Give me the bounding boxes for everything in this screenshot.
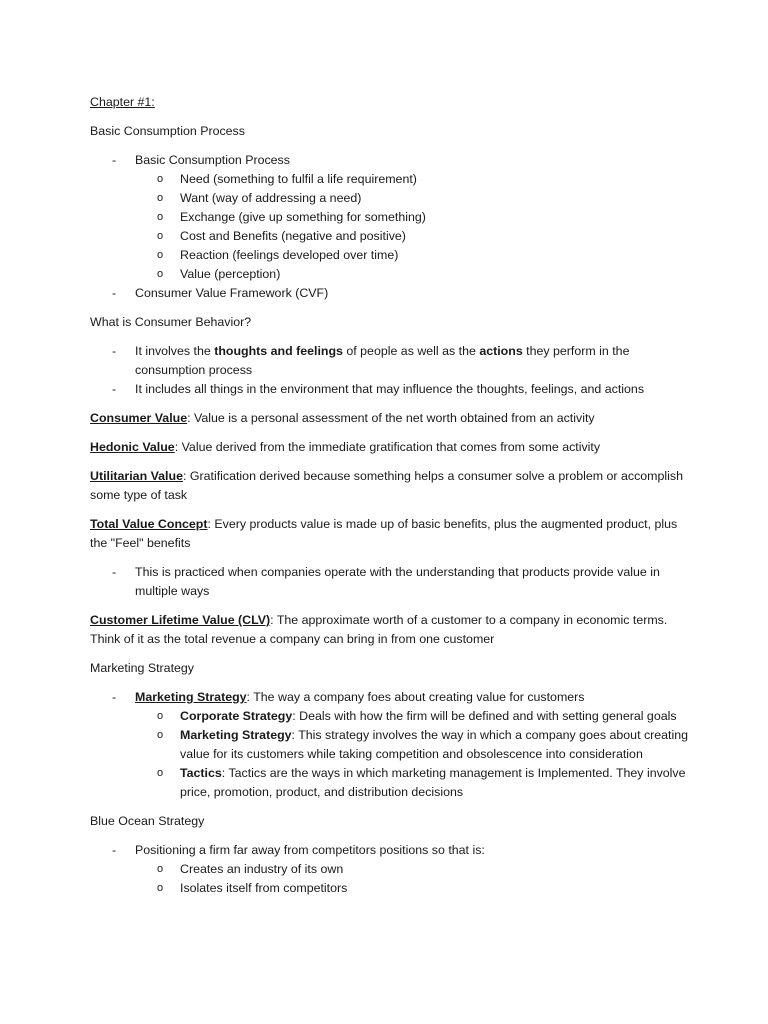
document-body	[90, 93, 690, 908]
dash-bullet: -	[112, 153, 117, 167]
sub-list	[135, 170, 690, 284]
sub-list-item: o Want (way of addressing a need)	[135, 189, 690, 208]
marketing-strategy-list	[90, 688, 690, 802]
list-item: - This is practiced when companies operate with the understanding that products provide value in multiple ways	[112, 565, 660, 598]
bold-phrase: thoughts and feelings	[214, 344, 343, 358]
sub-list-item: o Reaction (feelings developed over time)	[135, 246, 690, 265]
list-item	[90, 284, 690, 303]
sub-list-item: o Creates an industry of its own	[135, 860, 690, 879]
circle-bullet: o	[157, 230, 164, 242]
circle-bullet: o	[157, 211, 164, 223]
bold-phrase: actions	[479, 344, 523, 358]
circle-bullet: o	[157, 729, 164, 741]
definition-customer-lifetime-value: Customer Lifetime Value (CLV): The approximate worth of a customer to a company in economic terms. Think of it as the total revenue a company can bring in from one customer	[90, 613, 668, 646]
sub-list-item: o Need (something to fulfil a life requirement)	[135, 170, 690, 189]
list-item: - It involves the thoughts and feelings of people as well as the actions they perform in the consumption process	[112, 344, 630, 377]
definition-total-value-concept: Total Value Concept: Every products value is made up of basic benefits, plus the augmented product, plus the "Feel" benefits	[90, 517, 678, 550]
dash-bullet: -	[112, 565, 117, 579]
definition-hedonic-value: Hedonic Value: Value derived from the immediate gratification that comes from some activity	[90, 440, 601, 454]
list-item: - It includes all things in the environment that may influence the thoughts, feelings, and actions	[90, 380, 690, 399]
section-heading-basic-consumption: Basic Consumption Process	[90, 124, 245, 138]
list-item: - Positioning a firm far away from competitors positions so that is: o Creates an industry of its own o Isolates itself from competitors	[90, 841, 690, 898]
circle-bullet: o	[157, 767, 164, 779]
sub-list-item: o Corporate Strategy: Deals with how the firm will be defined and with setting general goals	[135, 707, 690, 726]
definition-utilitarian-value: Utilitarian Value: Gratification derived because something helps a consumer solve a problem or accomplish some type of task	[90, 469, 683, 502]
dash-bullet: -	[112, 382, 117, 396]
section-heading-blue-ocean: Blue Ocean Strategy	[90, 814, 205, 828]
definition-term: Consumer Value	[90, 411, 188, 425]
dash-bullet: -	[112, 344, 117, 358]
definition-term: Utilitarian Value	[90, 469, 183, 483]
definition-term: Hedonic Value	[90, 440, 175, 454]
sub-list-item: o Tactics: Tactics are the ways in which marketing management is Implemented. They involve price, promotion, product, and distribution decisions	[157, 766, 686, 799]
sub-list-item: o Exchange (give up something for something)	[135, 208, 690, 227]
section-heading-consumer-behavior: What is Consumer Behavior?	[90, 315, 252, 329]
circle-bullet: o	[157, 710, 164, 722]
list-item-text: Consumer Value Framework (CVF)	[135, 286, 329, 300]
circle-bullet: o	[157, 249, 164, 261]
list-item	[90, 151, 690, 284]
list-item: - Marketing Strategy: The way a company foes about creating value for customers o Corporate Strategy: Deals with how the firm will be defined and with setting general goals o Marketing Strategy: This strategy involves the way in which a company goes about creating value for its customers while taking competition and obsolescence into consideration o Tactics: Tactics are the ways in which marketing management is Implemented. They involve price, promotion, product, and distribution decisions	[90, 688, 690, 802]
sub-list	[135, 860, 690, 898]
basic-consumption-list	[90, 151, 690, 303]
sub-list-item: o Isolates itself from competitors	[135, 879, 690, 898]
section-heading-marketing-strategy: Marketing Strategy	[90, 661, 194, 675]
sub-list-item: o Cost and Benefits (negative and positive)	[135, 227, 690, 246]
definition-term: Total Value Concept	[90, 517, 208, 531]
dash-bullet: -	[112, 843, 117, 857]
circle-bullet: o	[157, 863, 164, 875]
definition-term: Marketing Strategy	[135, 690, 247, 704]
dash-bullet: -	[112, 286, 117, 300]
dash-bullet: -	[112, 690, 117, 704]
sub-list-item: o Marketing Strategy: This strategy involves the way in which a company goes about creating value for its customers while taking competition and obsolescence into consideration	[157, 728, 689, 761]
sub-list-item: o Value (perception)	[135, 265, 690, 284]
circle-bullet: o	[157, 173, 164, 185]
sub-list	[135, 707, 690, 802]
total-value-list	[90, 563, 690, 601]
circle-bullet: o	[157, 882, 164, 894]
definition-consumer-value: Consumer Value: Value is a personal assessment of the net worth obtained from an activity	[90, 411, 595, 425]
chapter-title: Chapter #1:	[90, 95, 155, 109]
definition-term: Customer Lifetime Value (CLV)	[90, 613, 271, 627]
circle-bullet: o	[157, 268, 164, 280]
blue-ocean-list	[90, 841, 690, 898]
consumer-behavior-list	[90, 342, 690, 399]
circle-bullet: o	[157, 192, 164, 204]
list-item-text: Basic Consumption Process	[135, 153, 290, 167]
